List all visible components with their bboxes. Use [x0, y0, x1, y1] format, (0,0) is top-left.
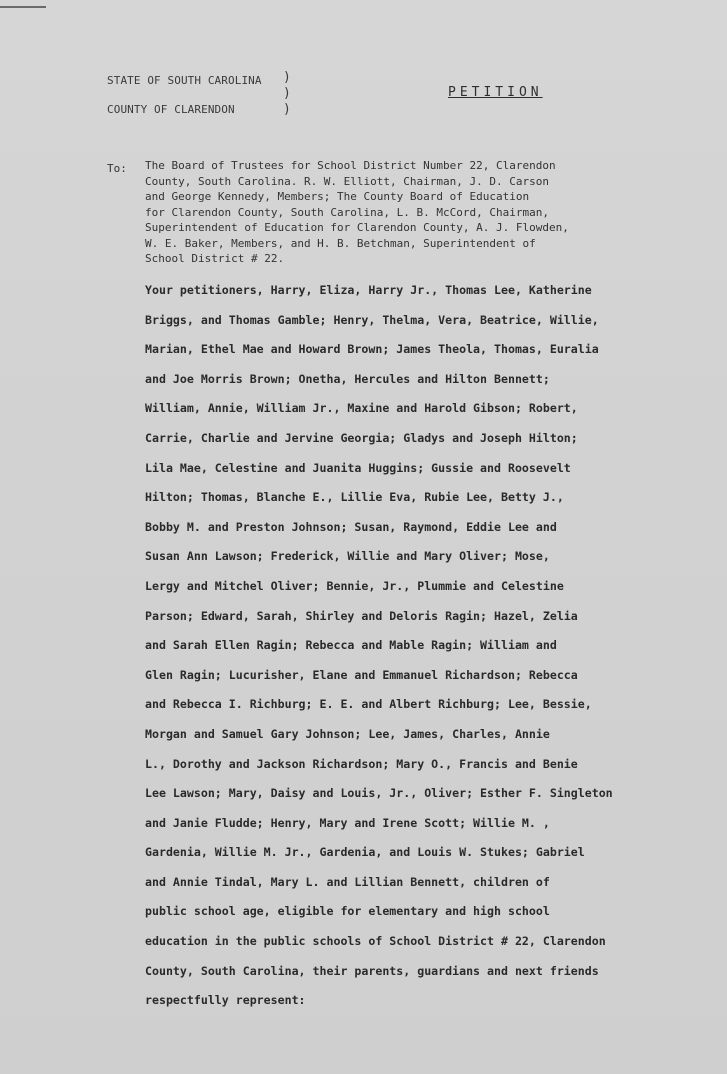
scan-corner-mark	[0, 6, 46, 8]
state-caption: STATE OF SOUTH CAROLINA	[107, 74, 262, 87]
petition-title: PETITION	[448, 85, 543, 100]
caption-brace: ) ) )	[283, 70, 291, 117]
address-text: The Board of Trustees for School District Number 22, Clarendon County, South Carolina. R. W. Elliott, Chairman, J. D. Carson and George Kennedy, Members; The County Board of Education for Clarendon County, South Carolina, L. B. McCord, Chairman, Superintendent of Education for Clarendon County, A. J. Flowden, W. E. Baker, Members, and H. B. Betchman, Superintendent of School District # 22.	[145, 159, 569, 265]
petition-body: Your petitioners, Harry, Eliza, Harry Jr., Thomas Lee, Katherine Briggs, and Thomas Gamble; Henry, Thelma, Vera, Beatrice, Willie, Marian, Ethel Mae and Howard Brown; James Theola, Thomas, Euralia and Joe Morris Brown; Onetha, Hercules and Hilton Bennett; William, Annie, William Jr., Maxine and Harold Gibson; Robert, Carrie, Charlie and Jervine Georgia; Gladys and Joseph Hilton; Lila Mae, Celestine and Juanita Huggins; Gussie and Roosevelt Hilton; Thomas, Blanche E., Lillie Eva, Rubie Lee, Betty J., Bobby M. and Preston Johnson; Susan, Raymond, Eddie Lee and Susan Ann Lawson; Frederick, Willie and Mary Oliver; Mose, Lergy and Mitchel Oliver; Bennie, Jr., Plummie and Celestine Parson; Edward, Sarah, Shirley and Deloris Ragin; Hazel, Zelia and Sarah Ellen Ragin; Rebecca and Mable Ragin; William and Glen Ragin; Lucurisher, Elane and Emmanuel Richardson; Rebecca and Rebecca I. Richburg; E. E. and Albert Richburg; Lee, Bessie, Morgan and Samuel Gary Johnson; Lee, James, Charles, Annie L., Dorothy and Jackson Richardson; Mary O., Francis and Benie Lee Lawson; Mary, Daisy and Louis, Jr., Oliver; Esther F. Singleton and Janie Fludde; Henry, Mary and Irene Scott; Willie M. , Gardenia, Willie M. Jr., Gardenia, and Louis W. Stukes; Gabriel and Annie Tindal, Mary L. and Lillian Bennett, children of public school age, eligible for elementary and high school education in the public schools of School District # 22, Clarendon County, South Carolina, their parents, guardians and next friends respectfully represent:	[145, 283, 613, 1008]
address-label: To:	[107, 162, 127, 175]
county-caption: COUNTY OF CLARENDON	[107, 103, 235, 116]
